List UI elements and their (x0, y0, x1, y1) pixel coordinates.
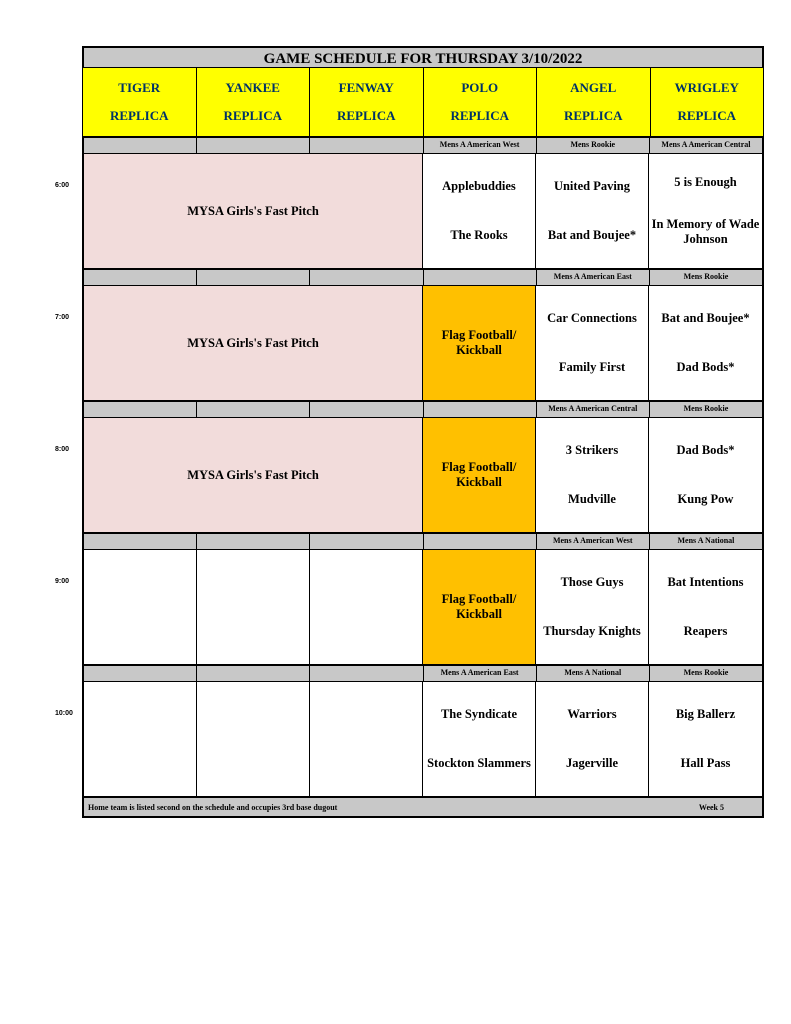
time-label: 8:00 (55, 446, 70, 453)
field-subtitle: REPLICA (677, 108, 736, 123)
division-label (84, 270, 197, 286)
away-team: United Paving (553, 179, 631, 193)
away-team: Bat Intentions (667, 575, 744, 589)
field-name: FENWAY (338, 80, 394, 95)
time-slot-row (82, 286, 764, 402)
time-slot-row (82, 418, 764, 534)
home-team: Jagerville (565, 756, 619, 770)
away-team: Warriors (567, 707, 617, 721)
field-header-tiger (83, 68, 197, 138)
division-label (197, 534, 310, 550)
angel-game (536, 682, 649, 798)
event-label: Flag Football/ Kickball (441, 460, 517, 489)
empty-cell (310, 550, 423, 666)
division-label: Mens Rookie (650, 666, 762, 682)
home-team: Hall Pass (680, 756, 731, 770)
fastpitch-label: MYSA Girls's Fast Pitch (187, 203, 319, 218)
division-label (424, 270, 537, 286)
polo-event (423, 418, 536, 534)
division-label (197, 138, 310, 154)
division-label: Mens Rookie (537, 138, 650, 154)
field-header-angel (537, 68, 651, 138)
field-name: TIGER (118, 80, 161, 95)
division-row (82, 402, 764, 418)
division-label (197, 270, 310, 286)
away-team: The Syndicate (440, 707, 518, 721)
division-label (84, 402, 197, 418)
field-name: WRIGLEY (674, 80, 739, 95)
angel-game (536, 286, 649, 402)
home-team: Bat and Boujee* (547, 228, 637, 242)
field-subtitle: REPLICA (450, 108, 509, 123)
division-label (310, 402, 423, 418)
division-label: Mens A National (650, 534, 762, 550)
division-label: Mens A American Central (650, 138, 762, 154)
time-label: 9:00 (55, 578, 70, 585)
division-label: Mens A American West (424, 138, 537, 154)
fastpitch-label: MYSA Girls's Fast Pitch (187, 467, 319, 482)
fastpitch-label: MYSA Girls's Fast Pitch (187, 335, 319, 350)
division-label (310, 138, 423, 154)
time-slot-row (82, 154, 764, 270)
schedule-table (82, 46, 764, 818)
field-subtitle: REPLICA (563, 108, 623, 123)
field-header-polo (424, 68, 538, 138)
division-label (197, 402, 310, 418)
division-label: Mens Rookie (650, 270, 762, 286)
angel-game (536, 154, 649, 270)
away-team: Car Connections (547, 311, 637, 325)
wrigley-game (649, 154, 762, 270)
field-header-yankee (197, 68, 311, 138)
home-team: Stockton Slammers (427, 756, 531, 770)
away-team: Big Ballerz (675, 707, 736, 721)
empty-cell (84, 550, 197, 666)
field-name: ANGEL (570, 80, 617, 95)
schedule-footer (82, 798, 764, 818)
division-row (82, 138, 764, 154)
angel-game (536, 418, 649, 534)
time-label: 6:00 (55, 182, 70, 189)
home-team-note: Home team is listed second on the schedule and occupies 3rd base dugout (88, 802, 338, 812)
home-team: Reapers (683, 624, 728, 638)
empty-cell (310, 682, 423, 798)
away-team: 3 Strikers (565, 443, 619, 457)
home-team: Family First (558, 360, 626, 374)
schedule-title: GAME SCHEDULE FOR THURSDAY 3/10/2022 (82, 46, 764, 68)
home-team: Dad Bods* (676, 360, 735, 374)
division-label (84, 666, 197, 682)
empty-cell (197, 682, 310, 798)
time-label: 7:00 (55, 314, 70, 321)
fastpitch-block (84, 418, 423, 534)
field-subtitle: REPLICA (223, 108, 282, 123)
field-header-fenway (310, 68, 424, 138)
field-name: POLO (461, 80, 499, 95)
event-label: Flag Football/ Kickball (441, 592, 517, 621)
home-team: In Memory of Wade Johnson (651, 216, 760, 246)
division-label (84, 138, 197, 154)
away-team: Those Guys (560, 575, 624, 589)
empty-cell (197, 550, 310, 666)
fastpitch-block (84, 286, 423, 402)
polo-event (423, 550, 536, 666)
field-name: YANKEE (225, 80, 280, 95)
division-label (310, 270, 423, 286)
fastpitch-block (84, 154, 423, 270)
division-label (84, 534, 197, 550)
division-label (310, 666, 423, 682)
wrigley-game (649, 286, 762, 402)
field-header-row (82, 68, 764, 138)
away-team: Bat and Boujee* (661, 311, 750, 325)
time-label: 10:00 (55, 710, 73, 717)
field-subtitle: REPLICA (336, 108, 396, 123)
home-team: Kung Pow (677, 492, 734, 506)
division-label (424, 402, 537, 418)
time-slot-row (82, 682, 764, 798)
away-team: 5 is Enough (674, 175, 737, 190)
division-label: Mens Rookie (650, 402, 762, 418)
wrigley-game (649, 550, 762, 666)
division-label: Mens A American West (537, 534, 650, 550)
wrigley-game (649, 682, 762, 798)
division-label (197, 666, 310, 682)
wrigley-game (649, 418, 762, 534)
event-label: Flag Football/ Kickball (441, 328, 517, 357)
away-team: Applebuddies (442, 179, 516, 193)
division-label: Mens A American Central (537, 402, 650, 418)
division-label: Mens A American East (537, 270, 650, 286)
home-team: The Rooks (450, 228, 508, 242)
division-label (310, 534, 423, 550)
division-label (424, 534, 537, 550)
week-label: Week 5 (698, 802, 724, 812)
polo-event (423, 286, 536, 402)
division-row (82, 270, 764, 286)
home-team: Thursday Knights (543, 624, 641, 638)
away-team: Dad Bods* (676, 443, 735, 457)
division-row (82, 666, 764, 682)
polo-game (423, 154, 536, 270)
field-header-wrigley (651, 68, 765, 138)
polo-game (423, 682, 536, 798)
division-row (82, 534, 764, 550)
time-slot-row (82, 550, 764, 666)
home-team: Mudville (568, 492, 616, 506)
division-label: Mens A National (537, 666, 650, 682)
field-subtitle: REPLICA (109, 108, 169, 123)
empty-cell (84, 682, 197, 798)
division-label: Mens A American East (424, 666, 537, 682)
angel-game (536, 550, 649, 666)
time-slots (82, 138, 764, 798)
